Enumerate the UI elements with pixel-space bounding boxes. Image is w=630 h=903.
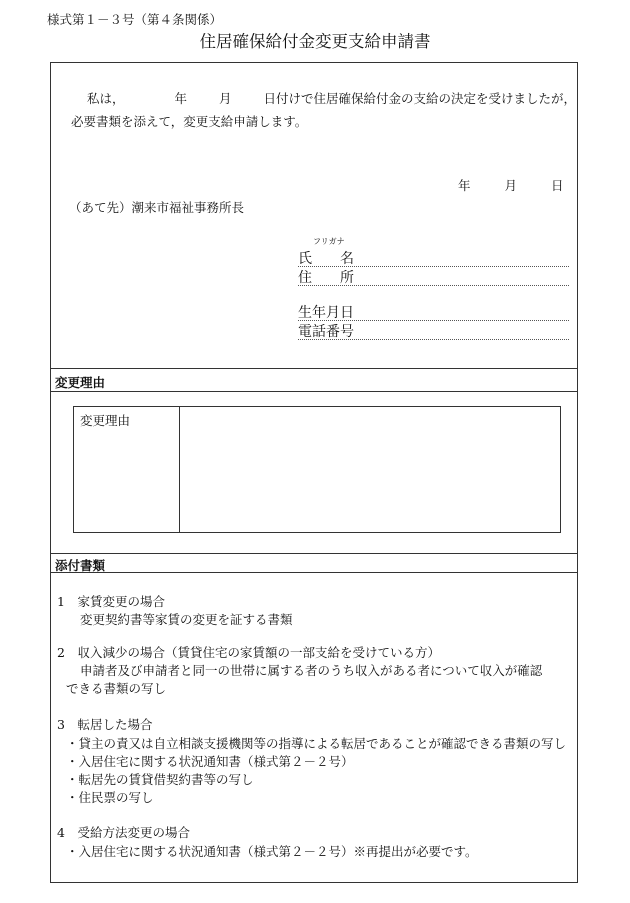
divider-attachments-bottom (51, 572, 577, 573)
attachment-item-4-bullet-1: ・入居住宅に関する状況通知書（様式第２－２号）※再提出が必要です。 (66, 844, 478, 859)
date-year: 年 (458, 178, 471, 193)
attachment-item-3-bullet-1: ・貸主の責又は自立相談支援機関等の指導による転居であることが確認できる書類の写し (66, 736, 567, 751)
attachment-item-4-title: 4 受給方法変更の場合 (57, 825, 190, 840)
attachment-item-1-title: 1 家賃変更の場合 (57, 594, 165, 609)
attachment-item-2-line-1: 申請者及び申請者と同一の世帯に属する者のうち収入がある者について収入が確認 (80, 663, 543, 678)
phone-field[interactable] (298, 321, 569, 340)
attachment-item-3-bullet-3: ・転居先の賃貸借契約書等の写し (66, 772, 254, 787)
reason-box-label: 変更理由 (80, 413, 131, 428)
divider-attachments-top (51, 553, 577, 554)
reason-section-heading: 変更理由 (55, 375, 106, 390)
month-mark: 月 (218, 91, 232, 106)
reason-input-area[interactable] (180, 407, 560, 532)
document-title: 住居確保給付金変更支給申請書 (199, 32, 431, 51)
form-number: 様式第１－３号（第４条関係） (47, 12, 223, 27)
attachments-section-heading: 添付書類 (55, 558, 106, 573)
reason-box (73, 406, 561, 533)
attachment-item-3-bullet-2: ・入居住宅に関する状況通知書（様式第２－２号） (66, 754, 354, 769)
address-field[interactable] (298, 267, 569, 286)
statement-intro: 私は， (87, 91, 125, 106)
name-field[interactable] (298, 248, 569, 267)
divider-reason-top (51, 368, 577, 369)
date-day: 日 (550, 178, 564, 193)
date-month: 月 (504, 178, 517, 193)
name-label: 氏 名 (298, 251, 354, 267)
attachment-item-2-title: 2 収入減少の場合（賃貸住宅の家賃額の一部支給を受けている方） (57, 645, 440, 660)
attachment-item-3-bullet-4: ・住民票の写し (66, 790, 154, 805)
furigana-label: フリガナ (313, 237, 345, 246)
birth-date-field[interactable] (298, 302, 569, 321)
statement-continuation: 日付けで住居確保給付金の支給の決定を受けましたが， (263, 91, 576, 106)
addressee: （あて先）潮来市福祉事務所長 (69, 200, 245, 215)
application-date (458, 176, 563, 194)
divider-reason-bottom (51, 391, 577, 392)
year-mark: 年 (174, 91, 187, 106)
attachment-item-3-title: 3 転居した場合 (57, 717, 153, 732)
attachment-item-2-line-2: できる書類の写し (66, 681, 167, 696)
phone-label: 電話番号 (298, 324, 354, 340)
application-line-2: 必要書類を添えて，変更支給申請します。 (71, 114, 308, 129)
application-line-1 (87, 89, 576, 107)
attachment-item-1-line: 変更契約書等家賃の変更を証する書類 (80, 612, 293, 627)
address-label: 住 所 (298, 270, 354, 286)
birth-date-label: 生年月日 (298, 305, 354, 321)
